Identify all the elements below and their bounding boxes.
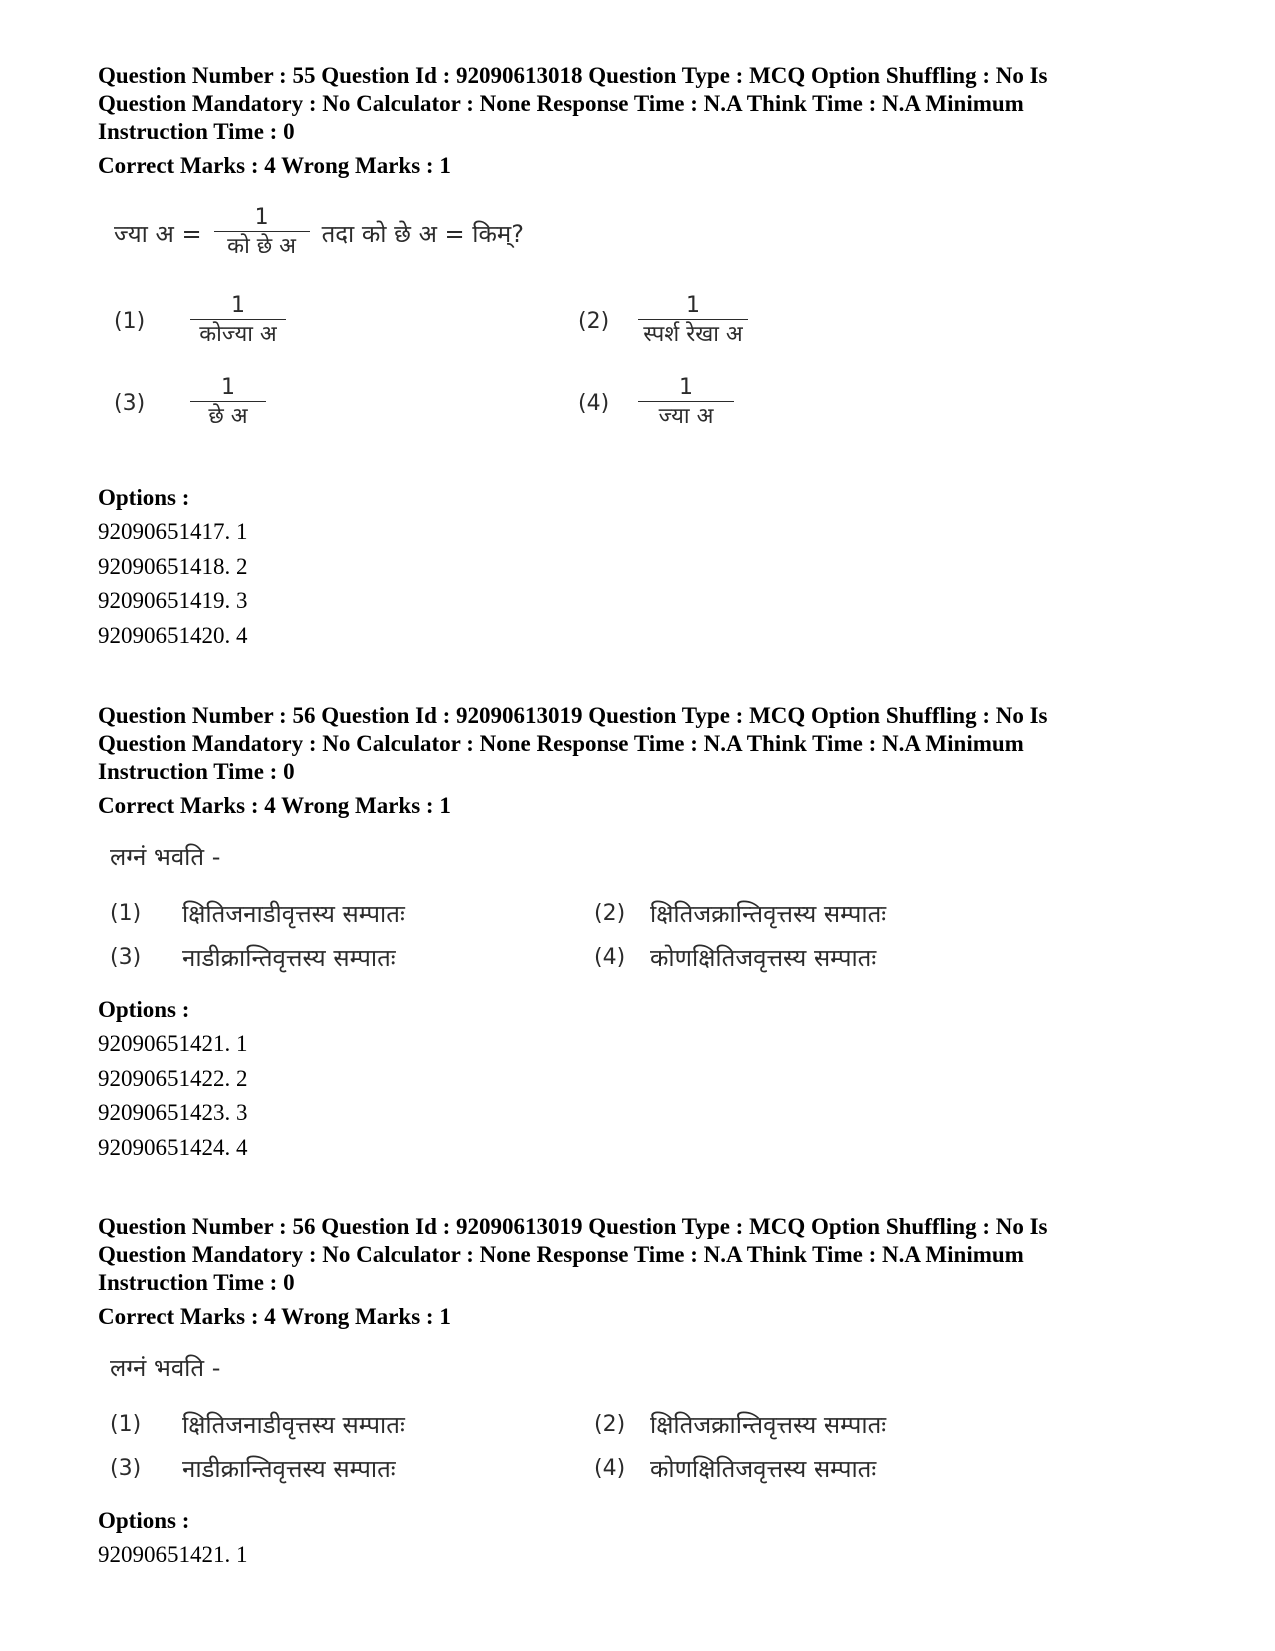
fraction-numerator: 1	[221, 374, 235, 400]
choice-text: कोणक्षितिजवृत्तस्य सम्पातः	[650, 1454, 877, 1483]
marks-line: Correct Marks : 4 Wrong Marks : 1	[98, 793, 451, 818]
marks-line: Correct Marks : 4 Wrong Marks : 1	[98, 1304, 451, 1329]
option-line: 92090651418. 2	[98, 553, 248, 579]
question-56-repeat-image	[110, 1351, 910, 1491]
choice-number: (4)	[578, 390, 610, 416]
fraction-numerator: 1	[231, 292, 245, 318]
choice-fraction	[638, 375, 734, 432]
choice-4	[594, 940, 876, 974]
question-meta-line: Question Mandatory : No Calculator : None Response Time : N.A Think Time : N.A Minimum	[98, 1242, 1024, 1267]
stem-suffix: तदा को छे अ = किम्?	[321, 219, 525, 248]
question-meta-line: Question Number : 56 Question Id : 92090613019 Question Type : MCQ Option Shuffling : No Is	[98, 1214, 1048, 1239]
choice-text: क्षितिजनाडीवृत्तस्य सम्पातः	[182, 899, 405, 928]
fraction-numerator: 1	[686, 292, 700, 318]
option-line: 92090651424. 4	[98, 1134, 248, 1160]
options-label: Options :	[98, 1508, 190, 1533]
choice-1	[114, 288, 286, 354]
stem-fraction	[214, 205, 310, 262]
choice-2	[594, 1407, 886, 1441]
choice-2	[578, 288, 748, 354]
question-meta-line: Instruction Time : 0	[98, 759, 295, 784]
question-56-repeat-options	[98, 1507, 1198, 1573]
choice-number: (4)	[594, 944, 626, 970]
question-stem: लग्नं भवति -	[110, 843, 221, 871]
question-56-repeat-header	[98, 1213, 1198, 1331]
choice-1	[110, 896, 405, 930]
fraction-denominator: छे अ	[208, 403, 248, 429]
option-line: 92090651421. 1	[98, 1031, 248, 1056]
fraction-denominator: स्पर्श रेखा अ	[643, 321, 743, 347]
choice-1	[110, 1407, 405, 1441]
question-meta-line: Instruction Time : 0	[98, 119, 295, 144]
fraction-denominator: ज्या अ	[658, 403, 714, 429]
stem-prefix: ज्या अ =	[114, 219, 202, 248]
choice-text: क्षितिजनाडीवृत्तस्य सम्पातः	[182, 1410, 405, 1439]
choice-text: कोणक्षितिजवृत्तस्य सम्पातः	[650, 943, 877, 972]
choice-2	[594, 896, 886, 930]
question-55-header	[98, 62, 1198, 180]
choice-number: (1)	[110, 900, 142, 926]
options-label: Options :	[98, 485, 190, 510]
fraction-denominator: कोज्या अ	[199, 321, 277, 347]
choice-3	[110, 1451, 396, 1485]
choice-number: (2)	[578, 308, 610, 334]
question-meta-line: Question Mandatory : No Calculator : None Response Time : N.A Think Time : N.A Minimum	[98, 91, 1024, 116]
option-line: 92090651419. 3	[98, 588, 248, 613]
choice-fraction	[190, 293, 286, 350]
choice-4	[578, 370, 734, 436]
choice-4	[594, 1451, 876, 1485]
choice-number: (2)	[594, 900, 626, 926]
question-56-options	[98, 996, 1198, 1165]
question-meta-line: Question Number : 56 Question Id : 92090613019 Question Type : MCQ Option Shuffling : No Is	[98, 703, 1048, 728]
choice-fraction	[638, 293, 748, 350]
choice-number: (1)	[110, 1411, 142, 1437]
option-line: 92090651420. 4	[98, 622, 248, 648]
choice-number: (4)	[594, 1455, 626, 1481]
choice-number: (1)	[114, 308, 146, 334]
question-55-options	[98, 484, 1198, 653]
choice-number: (2)	[594, 1411, 626, 1437]
choice-fraction	[190, 375, 266, 432]
choice-text: नाडीक्रान्तिवृत्तस्य सम्पातः	[182, 1454, 396, 1483]
option-line: 92090651423. 3	[98, 1100, 248, 1125]
marks-line: Correct Marks : 4 Wrong Marks : 1	[98, 153, 451, 178]
question-stem	[114, 200, 524, 266]
fraction-numerator: 1	[679, 374, 693, 400]
fraction-denominator: को छे अ	[227, 233, 296, 259]
fraction-numerator: 1	[254, 204, 269, 230]
choice-number: (3)	[114, 390, 146, 416]
question-56-header	[98, 702, 1198, 820]
option-line: 92090651421. 1	[98, 1542, 248, 1567]
choice-3	[114, 370, 266, 436]
question-meta-line: Question Number : 55 Question Id : 92090613018 Question Type : MCQ Option Shuffling : No Is	[98, 63, 1048, 88]
question-meta-line: Instruction Time : 0	[98, 1270, 295, 1295]
question-stem: लग्नं भवति -	[110, 1354, 221, 1382]
choice-text: नाडीक्रान्तिवृत्तस्य सम्पातः	[182, 943, 396, 972]
option-line: 92090651422. 2	[98, 1065, 248, 1091]
choice-text: क्षितिजक्रान्तिवृत्तस्य सम्पातः	[650, 899, 887, 928]
choice-3	[110, 940, 396, 974]
choice-number: (3)	[110, 944, 142, 970]
question-56-image	[110, 840, 910, 980]
option-line: 92090651417. 1	[98, 519, 248, 544]
choice-number: (3)	[110, 1455, 142, 1481]
choice-text: क्षितिजक्रान्तिवृत्तस्य सम्पातः	[650, 1410, 887, 1439]
options-label: Options :	[98, 997, 190, 1022]
question-55-image	[114, 200, 834, 450]
question-meta-line: Question Mandatory : No Calculator : None Response Time : N.A Think Time : N.A Minimum	[98, 731, 1024, 756]
